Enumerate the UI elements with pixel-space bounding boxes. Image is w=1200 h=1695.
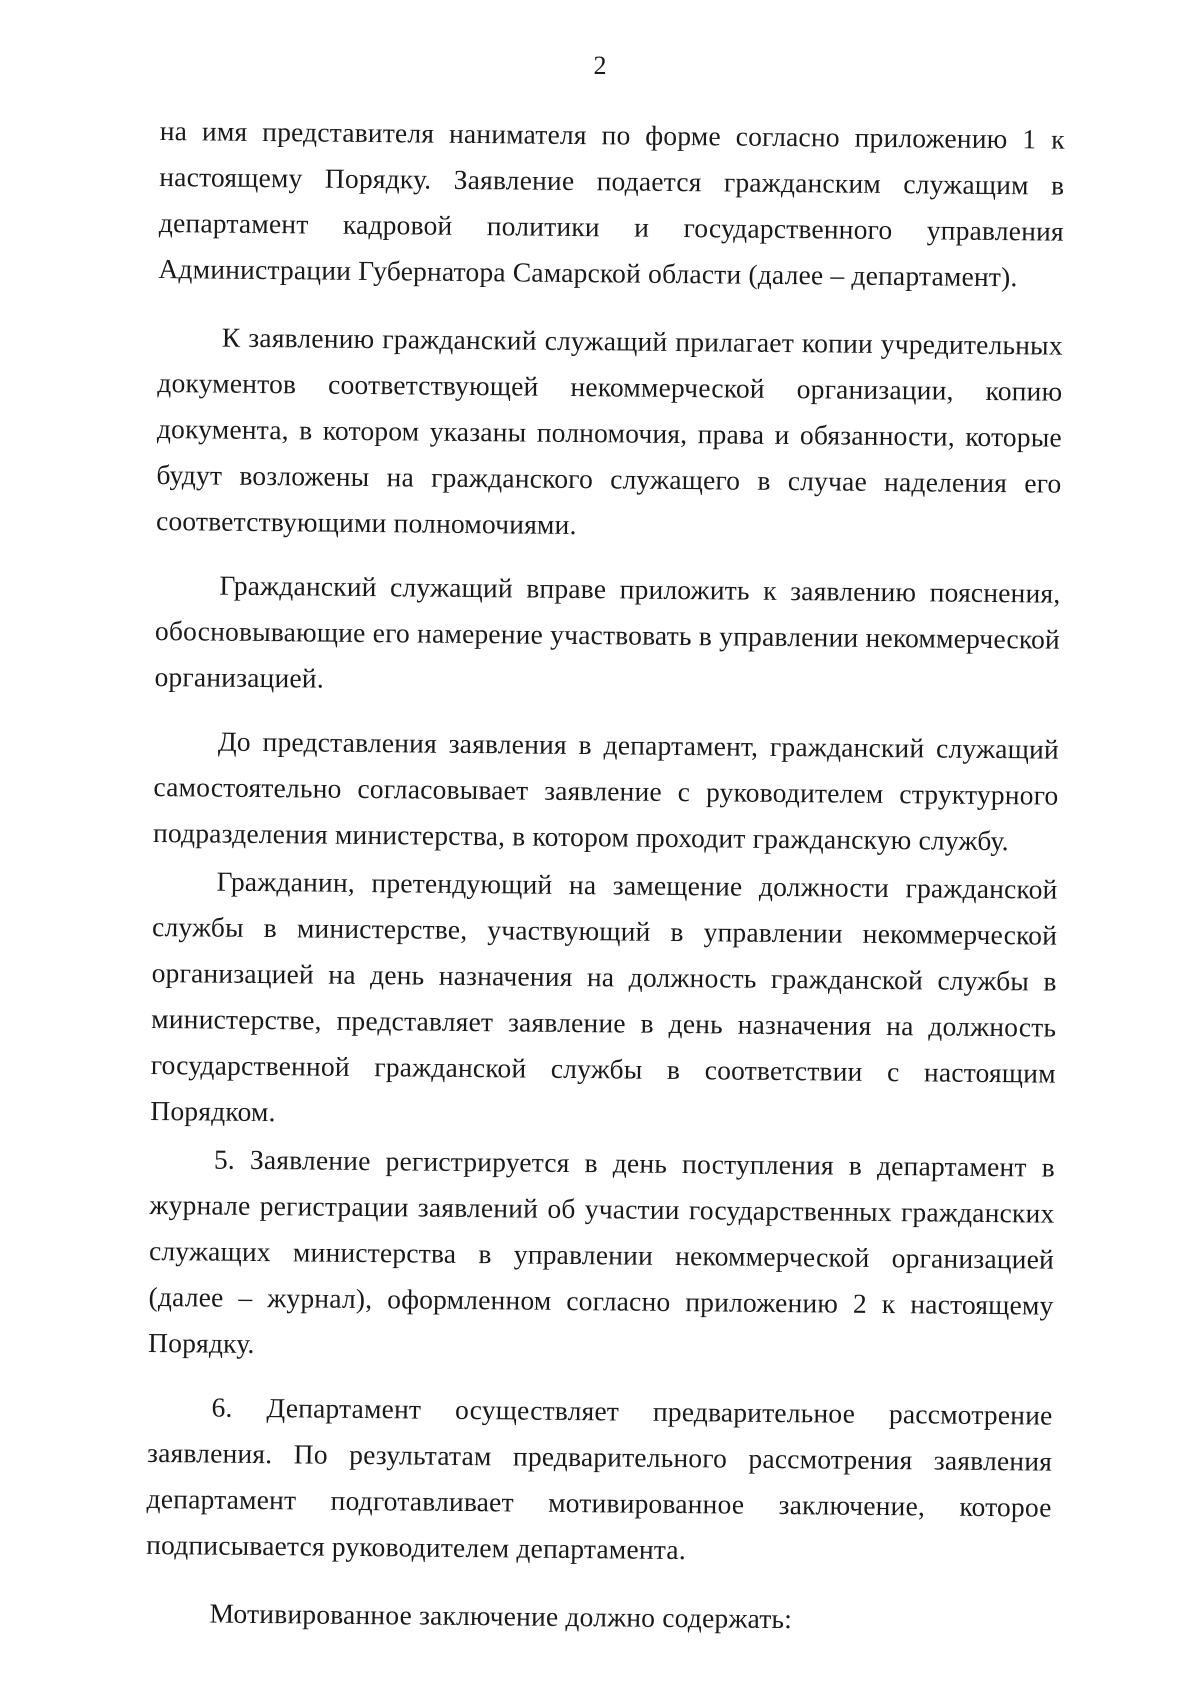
paragraph-explanations: Гражданский служащий вправе приложить к заявлению пояснения, обосновывающие его намерение участвовать в управлении некоммерческой организацией. (154, 569, 1061, 694)
paragraph-approval: До представления заявления в департамент, гражданский служащий самостоятельно согласовывает заявление с руководителем структурного подразделения министерства, в котором проходит гражданскую службу. (152, 725, 1060, 857)
paragraph-continuation: на имя представителя нанимателя по форме согласно приложению 1 к настоящему Порядку. Заявление подается гражданским служащим в департамент кадровой политики и государственного управления Администрации Губернатора Самарской области (далее – департамент). (158, 114, 1065, 293)
document-body (145, 108, 1065, 1645)
paragraph-candidate: Гражданин, претендующий на замещение должности гражданской службы в министерстве, участвующий в управлении некоммерческой организацией на день назначения на должность гражданской службы в министерстве, представляет заявление в день назначения на должность государственной гражданской службы в соответствии с настоящим Порядком. (150, 865, 1058, 1128)
paragraph-item-6: 6. Департамент осуществляет предварительное рассмотрение заявления. По результатам предварительного рассмотрения заявления департамент подготавливает мотивированное заключение, которое подписывается руководителем департамента. (146, 1391, 1053, 1566)
paragraph-item-5: 5. Заявление регистрируется в день поступления в департамент в журнале регистрации заявлений об участии государственных гражданских служащих министерства в управлении некоммерческой организацией (далее – журнал), оформленном согласно приложению 2 к настоящему Порядку. (148, 1143, 1056, 1359)
paragraph-conclusion-contents: Мотивированное заключение должно содержать: (209, 1597, 793, 1635)
paragraph-attachments: К заявлению гражданский служащий прилагает копии учредительных документов соответствующей некоммерческой организации, копию документа, в котором указаны полномочия, права и обязанности, которые будут возложены на гражданского служащего в случае наделения его соответствующими полномочиями. (155, 321, 1063, 541)
page-number: 2 (593, 51, 607, 80)
